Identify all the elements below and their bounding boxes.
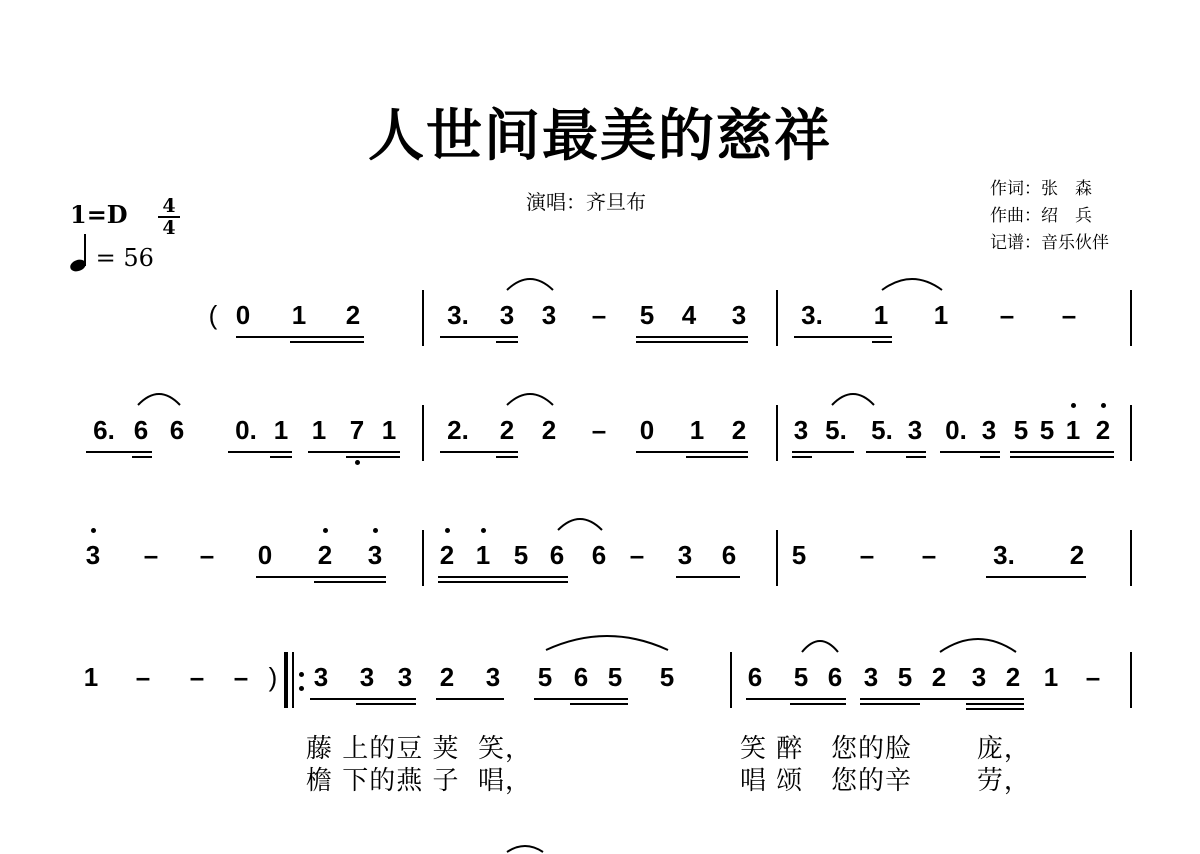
note: 5 [1013, 415, 1029, 445]
note: ) [268, 662, 278, 692]
note: 3 [981, 415, 997, 445]
song-title: 人世间最美的慈祥 [368, 103, 832, 169]
note: 1 [1043, 662, 1059, 692]
repeat-barline-thick [284, 652, 288, 708]
note: 1 [1065, 415, 1081, 445]
note: 3 [313, 662, 329, 692]
tempo-marking [70, 244, 154, 274]
slur [800, 634, 840, 654]
beam [940, 451, 1000, 453]
note: 1 [933, 300, 949, 330]
note: 6. [93, 415, 115, 445]
note: 3 [541, 300, 557, 330]
beam [636, 451, 748, 453]
note: – [143, 540, 159, 570]
note: 5 [1039, 415, 1055, 445]
beam [438, 581, 568, 583]
beam [794, 336, 892, 338]
note: 0 [257, 540, 273, 570]
note: 5 [793, 662, 809, 692]
beam [346, 456, 400, 458]
beam [256, 576, 386, 578]
note: 2. [447, 415, 469, 445]
composer-credit: 作曲：绍 兵 [990, 206, 1092, 226]
note: 3. [993, 540, 1015, 570]
note: ( [208, 300, 218, 330]
lyric-verse1-part2: 笑 醉 您的脸 庞， [740, 734, 1031, 764]
note: 2 [345, 300, 361, 330]
lyric-verse2-part2: 唱 颂 您的辛 劳， [740, 766, 1031, 796]
beam [980, 456, 1000, 458]
beam [440, 336, 518, 338]
note: 3 [359, 662, 375, 692]
note: 3 [971, 662, 987, 692]
high-octave-dot [323, 528, 328, 533]
slur [556, 512, 604, 532]
beam [534, 698, 628, 700]
slur [830, 387, 876, 407]
beam [310, 698, 416, 700]
beam [570, 703, 628, 705]
note: 6 [747, 662, 763, 692]
note: 2 [731, 415, 747, 445]
beam [290, 341, 364, 343]
note: 3. [801, 300, 823, 330]
beam [986, 576, 1086, 578]
note: 6 [573, 662, 589, 692]
low-octave-dot [355, 460, 360, 465]
score-row-4 [0, 652, 1200, 702]
note: 3 [367, 540, 383, 570]
beam [636, 336, 748, 338]
slur [136, 387, 182, 407]
lyric-verse2-part1: 檐 下的燕 子 唱， [306, 766, 533, 796]
beam [866, 451, 926, 453]
note: 3 [731, 300, 747, 330]
note: – [591, 300, 607, 330]
note: 1 [273, 415, 289, 445]
note: 1 [689, 415, 705, 445]
note: 3 [85, 540, 101, 570]
tempo-value: = 56 [95, 244, 154, 272]
beam [132, 456, 152, 458]
quarter-note-icon [70, 246, 88, 274]
beam [86, 451, 152, 453]
barline [1130, 652, 1132, 708]
high-octave-dot [445, 528, 450, 533]
note: – [859, 540, 875, 570]
note: 2 [439, 662, 455, 692]
note: 6 [133, 415, 149, 445]
beam [1010, 456, 1114, 458]
high-octave-dot [481, 528, 486, 533]
lyric-verse1-part1: 藤 上的豆 荚 笑， [306, 734, 533, 764]
barline [1130, 290, 1132, 346]
time-signature [158, 196, 180, 238]
score-row-3 [0, 530, 1200, 580]
high-octave-dot [373, 528, 378, 533]
note: 3 [397, 662, 413, 692]
slur [544, 630, 670, 652]
note: 1 [83, 662, 99, 692]
note: 1 [311, 415, 327, 445]
note: – [233, 662, 249, 692]
note: – [199, 540, 215, 570]
beam [440, 451, 518, 453]
note: 1 [475, 540, 491, 570]
beam [746, 698, 846, 700]
beam [228, 451, 292, 453]
note: 7 [349, 415, 365, 445]
note: 5. [825, 415, 847, 445]
note: 0. [235, 415, 257, 445]
score-row-1 [0, 290, 1200, 340]
note: – [921, 540, 937, 570]
slur [880, 272, 944, 292]
note: – [135, 662, 151, 692]
repeat-dot [299, 672, 304, 677]
beam [686, 456, 748, 458]
note: 3. [447, 300, 469, 330]
beam [356, 703, 416, 705]
high-octave-dot [1101, 403, 1106, 408]
slur [505, 272, 555, 292]
score-row-2 [0, 405, 1200, 455]
slur [938, 632, 1018, 654]
note: 2 [317, 540, 333, 570]
note: 3 [485, 662, 501, 692]
beam [436, 698, 504, 700]
beam [308, 451, 400, 453]
barline [730, 652, 732, 708]
beam [860, 698, 1024, 700]
note: 6 [169, 415, 185, 445]
beam [496, 341, 518, 343]
barline [776, 405, 778, 461]
barline [1130, 530, 1132, 586]
beam [792, 451, 854, 453]
note: 2 [1095, 415, 1111, 445]
barline [422, 530, 424, 586]
note: – [629, 540, 645, 570]
barline [776, 530, 778, 586]
note: 5 [897, 662, 913, 692]
note: 5 [639, 300, 655, 330]
barline [1130, 405, 1132, 461]
note: 2 [1069, 540, 1085, 570]
barline [776, 290, 778, 346]
beam [1010, 451, 1114, 453]
note: 2 [499, 415, 515, 445]
key-signature: 1=D [70, 200, 128, 229]
singer-credit: 演唱：齐旦布 [526, 190, 646, 214]
note: – [999, 300, 1015, 330]
beam [792, 456, 812, 458]
barline [422, 290, 424, 346]
beam [966, 703, 1024, 705]
note: 3 [499, 300, 515, 330]
note: – [591, 415, 607, 445]
note: 3 [677, 540, 693, 570]
note: 6 [549, 540, 565, 570]
note: 1 [381, 415, 397, 445]
note: 3 [907, 415, 923, 445]
note: 2 [541, 415, 557, 445]
note: 6 [721, 540, 737, 570]
beam [790, 703, 846, 705]
time-signature-top: 4 [162, 195, 176, 217]
beam [872, 341, 892, 343]
beam [270, 456, 292, 458]
note: 5 [791, 540, 807, 570]
note: 5 [659, 662, 675, 692]
note: 0 [235, 300, 251, 330]
note: 0. [945, 415, 967, 445]
beam [906, 456, 926, 458]
beam [676, 576, 740, 578]
beam [314, 581, 386, 583]
slur [505, 842, 545, 854]
note: 2 [1005, 662, 1021, 692]
beam [860, 703, 920, 705]
barline [422, 405, 424, 461]
note: 1 [873, 300, 889, 330]
repeat-dot [299, 686, 304, 691]
note: 1 [291, 300, 307, 330]
high-octave-dot [1071, 403, 1076, 408]
note: – [1061, 300, 1077, 330]
repeat-barline-thin [292, 652, 294, 708]
beam [966, 708, 1024, 710]
note: – [1085, 662, 1101, 692]
note: 5 [537, 662, 553, 692]
note: 2 [439, 540, 455, 570]
note: 5 [607, 662, 623, 692]
slur [505, 387, 555, 407]
time-signature-bottom: 4 [158, 216, 180, 238]
composer-credits [990, 176, 1109, 257]
transcriber-credit: 记谱：音乐伙伴 [990, 233, 1109, 253]
note: 2 [931, 662, 947, 692]
note: 5. [871, 415, 893, 445]
note: 6 [827, 662, 843, 692]
high-octave-dot [91, 528, 96, 533]
beam [496, 456, 518, 458]
note: 0 [639, 415, 655, 445]
note: 4 [681, 300, 697, 330]
lyricist-credit: 作词：张 森 [990, 179, 1092, 199]
note: 3 [863, 662, 879, 692]
note: 5 [513, 540, 529, 570]
beam [636, 341, 748, 343]
note: – [189, 662, 205, 692]
note: 3 [793, 415, 809, 445]
note: 6 [591, 540, 607, 570]
beam [236, 336, 364, 338]
beam [438, 576, 568, 578]
